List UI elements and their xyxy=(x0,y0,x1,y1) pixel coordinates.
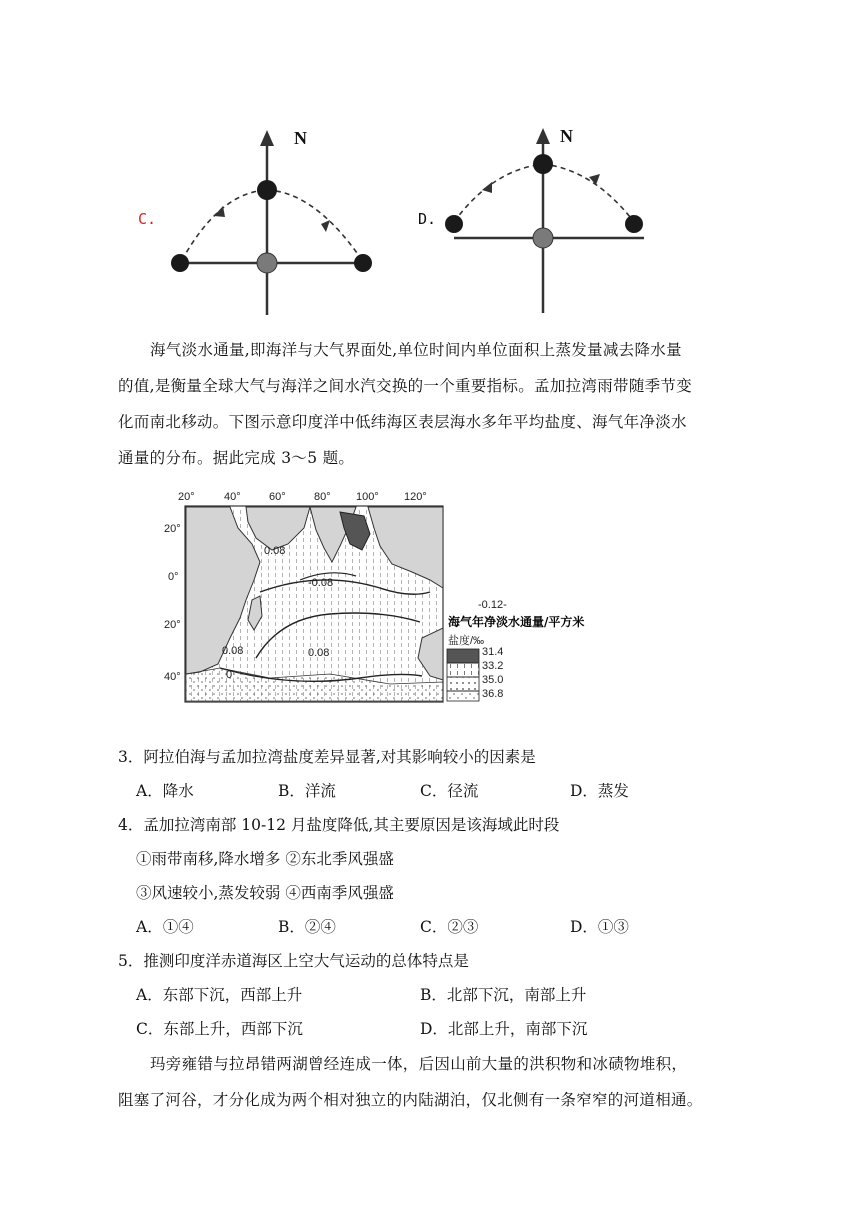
intro-line: 通量的分布。据此完成 3～5 题。 xyxy=(118,449,355,467)
latitude-label: 20° xyxy=(164,619,181,631)
latitude-label: 20° xyxy=(164,523,181,535)
option-d[interactable]: D．蒸发 xyxy=(570,782,629,800)
closing-line-text: 玛旁雍错与拉昂错两湖曾经连成一体，后因山前大量的洪积物和冰碛物堆积， xyxy=(150,1055,688,1073)
sun-position-dot xyxy=(445,215,463,233)
diagram-d-north-label: N xyxy=(560,126,573,146)
legend-isoline-sample: -0.12- xyxy=(478,599,507,611)
sun-position-dot xyxy=(625,215,643,233)
sun-position-dot xyxy=(533,154,553,174)
option-d[interactable]: D．①③ xyxy=(570,918,629,936)
intro-line xyxy=(118,332,758,368)
legend-salinity-value: 36.8 xyxy=(482,688,504,700)
contour-label: 0.08 xyxy=(264,545,286,557)
question-4-statement: ③风速较小,蒸发较弱 ④西南季风强盛 xyxy=(136,884,394,902)
sun-position-dot xyxy=(354,254,372,272)
closing-line: 阻塞了河谷，才分化成为两个相对独立的内陆湖泊，仅北侧有一条窄窄的河道相通。 xyxy=(118,1091,703,1109)
diagram-c-label: C. xyxy=(138,210,157,228)
question-4-options xyxy=(0,910,860,944)
legend-salinity-value: 31.4 xyxy=(482,646,504,658)
intro-line: 化而南北移动。下图示意印度洋中低纬海区表层海水多年平均盐度、海气年净淡水 xyxy=(118,413,687,431)
sun-path-left xyxy=(182,190,267,260)
map-svg xyxy=(160,488,680,710)
question-5-stem: 5．推测印度洋赤道海区上空大气运动的总体特点是 xyxy=(118,952,469,970)
question-3-options xyxy=(0,774,860,808)
legend-salinity-title: 盐度/‰ xyxy=(448,635,485,647)
diagram-c-north-label: N xyxy=(294,128,307,148)
sun-path-left xyxy=(454,164,543,222)
north-arrow-icon xyxy=(260,130,274,146)
sun-position-dot xyxy=(171,254,189,272)
option-a[interactable]: A．①④ xyxy=(136,918,194,936)
question-5-options-row2 xyxy=(0,1012,860,1046)
contour-label: 0.08 xyxy=(222,645,244,657)
diagram-c xyxy=(130,120,390,320)
legend-isoline-title: 海气年净淡水通量/平方米 xyxy=(448,615,585,629)
legend-salinity-value: 33.2 xyxy=(482,660,504,672)
path-arrow-icon xyxy=(482,182,492,193)
intro-line-text: 海气淡水通量,即海洋与大气界面处,单位时间内单位面积上蒸发量减去降水量 xyxy=(150,341,682,359)
option-c[interactable]: C．径流 xyxy=(420,782,479,800)
longitude-label: 120° xyxy=(404,491,427,503)
north-arrow-icon xyxy=(536,128,550,144)
diagram-d-figure xyxy=(412,118,672,318)
contour-label: -0.08 xyxy=(308,577,334,589)
observer-dot xyxy=(257,253,277,273)
closing-line xyxy=(118,1046,778,1082)
question-3-stem: 3．阿拉伯海与孟加拉湾盐度差异显著,对其影响较小的因素是 xyxy=(118,748,536,766)
longitude-label: 20° xyxy=(178,491,195,503)
diagram-d-label: D. xyxy=(418,210,437,228)
option-c[interactable]: C．东部上升，西部下沉 xyxy=(136,1020,303,1038)
intro-paragraph xyxy=(118,332,758,476)
legend-swatch xyxy=(447,691,479,701)
sun-position-dot xyxy=(257,180,277,200)
closing-paragraph xyxy=(118,1046,778,1118)
path-arrow-icon xyxy=(321,220,330,232)
legend-salinity-value: 35.0 xyxy=(482,674,504,686)
latitude-label: 40° xyxy=(164,671,181,683)
longitude-label: 60° xyxy=(269,491,286,503)
sun-path-right xyxy=(267,190,362,260)
intro-line: 的值,是衡量全球大气与海洋之间水汽交换的一个重要指标。孟加拉湾雨带随季节变 xyxy=(118,377,693,395)
sun-path-right xyxy=(543,164,634,222)
option-b[interactable]: B．②④ xyxy=(278,918,336,936)
diagram-d xyxy=(412,118,672,318)
option-b[interactable]: B．洋流 xyxy=(278,782,336,800)
legend-swatch xyxy=(447,677,479,691)
legend-swatch xyxy=(447,663,479,677)
question-4-statement: ①雨带南移,降水增多 ②东北季风强盛 xyxy=(136,850,394,868)
observer-dot xyxy=(533,228,553,248)
option-a[interactable]: A．降水 xyxy=(136,782,194,800)
option-b[interactable]: B．北部下沉，南部上升 xyxy=(420,986,587,1004)
longitude-label: 100° xyxy=(356,491,379,503)
indian-ocean-salinity-map xyxy=(160,488,680,710)
question-4-stem: 4．孟加拉湾南部 10-12 月盐度降低,其主要原因是该海域此时段 xyxy=(118,816,560,834)
latitude-label: 0° xyxy=(168,571,179,583)
contour-label: 0 xyxy=(226,669,233,681)
longitude-label: 40° xyxy=(224,491,241,503)
contour-label: 0.08 xyxy=(308,647,330,659)
option-d[interactable]: D．北部上升，南部下沉 xyxy=(420,1020,588,1038)
question-5-options-row1 xyxy=(0,978,860,1012)
longitude-label: 80° xyxy=(314,491,331,503)
option-c[interactable]: C．②③ xyxy=(420,918,479,936)
diagram-c-figure xyxy=(130,120,390,320)
legend-swatch xyxy=(447,649,479,663)
option-a[interactable]: A．东部下沉，西部上升 xyxy=(136,986,303,1004)
